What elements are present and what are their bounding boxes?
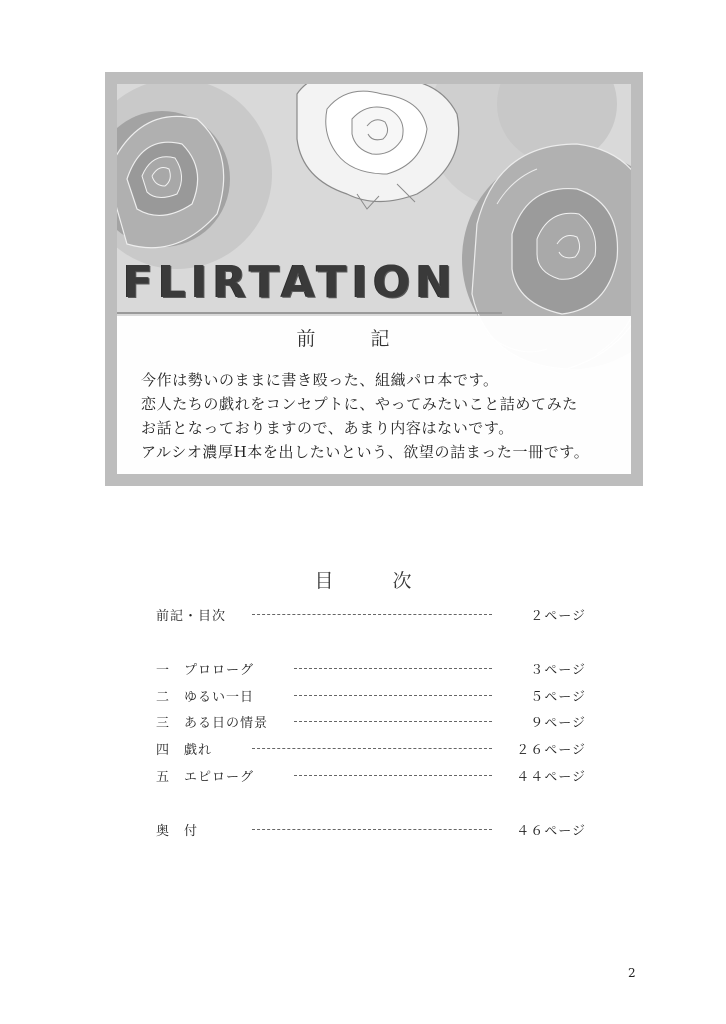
toc-entry	[156, 686, 586, 706]
toc-entry-label: 一 プロローグ	[156, 663, 255, 678]
toc-entry-page: ２ページ	[530, 609, 586, 624]
toc-entry	[156, 605, 586, 625]
preface-text	[141, 368, 589, 464]
toc-entry-label: 前記・目次	[156, 609, 227, 624]
toc-entry-label: 五 エピローグ	[156, 770, 255, 785]
toc-leader	[294, 775, 492, 776]
toc-leader	[294, 668, 492, 669]
toc-leader	[252, 748, 492, 749]
center-rose-icon	[297, 84, 459, 209]
toc-leader	[252, 614, 492, 615]
toc-entry-page: ２６ページ	[516, 743, 586, 758]
toc-leader	[252, 829, 492, 830]
preface-line: 恋人たちの戯れをコンセプトに、やってみたいこと詰めてみた	[141, 395, 578, 413]
toc-leader	[294, 695, 492, 696]
book-title: FLIRTATION	[123, 257, 458, 308]
toc-entry-label: 三 ある日の情景	[156, 716, 269, 731]
toc-entry-page: ４４ページ	[516, 770, 586, 785]
toc-leader	[294, 721, 492, 722]
toc-entry-label: 四 戯れ	[156, 743, 213, 758]
toc-entry	[156, 820, 586, 840]
preface-heading: 前 記	[296, 328, 408, 350]
toc-entry-page: ５ページ	[530, 690, 586, 705]
title-divider	[117, 312, 502, 314]
toc-entry-label: 二 ゆるい一日	[156, 690, 255, 705]
toc-entry-page: ３ページ	[530, 663, 586, 678]
preface-line: アルシオ濃厚H本を出したいという、欲望の詰まった一冊です。	[141, 443, 590, 461]
toc-entry	[156, 659, 586, 679]
preface-frame	[105, 72, 643, 486]
preface-line: お話となっておりますので、あまり内容はないです。	[141, 419, 514, 437]
preface-panel	[117, 84, 631, 474]
preface-line: 今作は勢いのままに書き殴った、組織パロ本です。	[141, 371, 499, 389]
toc-entry-page: ４６ページ	[516, 824, 586, 839]
toc-entry-label: 奥 付	[156, 824, 199, 839]
toc-entry-page: ９ページ	[530, 716, 586, 731]
page-number: 2	[628, 966, 636, 980]
toc-entry	[156, 739, 586, 759]
toc-entry	[156, 766, 586, 786]
toc-heading: 目 次	[314, 570, 432, 592]
toc-entry	[156, 712, 586, 732]
preface-content	[117, 316, 631, 474]
